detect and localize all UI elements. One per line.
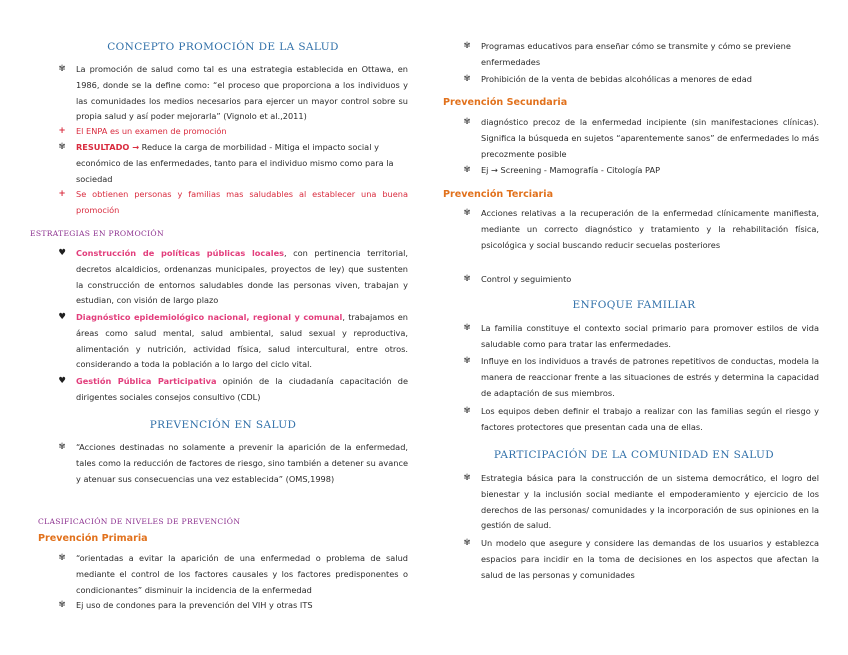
- secondary-text: diagnóstico precoz de la enfermedad incipiente (sin manifestaciones clínicas). Significa la búsqueda en sujetos “aparentemente sanos” de enfermedades lo más precozmente posible: [481, 117, 819, 159]
- strategy-text: Diagnóstico epidemiológico nacional, regional y comunal, trabajamos en áreas como salud mental, salud ambiental, salud sexual y reproductiva, alimentación y nutrición, actividad física, salud intercultural, entre otros. considerando a toda la población a lo largo del ciclo vital.: [76, 312, 408, 370]
- primary-title: Prevención Primaria: [38, 533, 148, 544]
- family-title: ENFOQUE FAMILIAR: [572, 299, 696, 311]
- flower-bullet-icon: ✾: [463, 538, 471, 548]
- primary-cont-text: Prohibición de la venta de bebidas alcohólicas a menores de edad: [481, 74, 752, 84]
- flower-bullet-icon: ✾: [463, 165, 471, 175]
- heart-bullet-icon: ♥: [58, 312, 66, 322]
- heart-bullet-icon: ♥: [58, 248, 66, 258]
- flower-bullet-icon: ✾: [463, 473, 471, 483]
- primary-cont-text: Programas educativos para enseñar cómo se transmite y cómo se previene enfermedades: [481, 41, 791, 67]
- concept-title: CONCEPTO PROMOCIÓN DE LA SALUD: [107, 41, 339, 53]
- flower-bullet-icon: ✾: [463, 208, 471, 218]
- prevention-text: “Acciones destinadas no solamente a prevenir la aparición de la enfermedad, tales como la reducción de factores de riesgo, sino también a detener su avance y atenuar sus consecuencias una vez establecida” (OMS,1998): [76, 442, 408, 484]
- flower-bullet-icon: ✾: [463, 356, 471, 366]
- flower-bullet-icon: ✾: [463, 74, 471, 84]
- family-text: La familia constituye el contexto social primario para promover estilos de vida saludable como para tratar las enfermedades.: [481, 323, 819, 349]
- flower-bullet-icon: ✾: [58, 600, 66, 610]
- primary-text: “orientadas a evitar la aparición de una enfermedad o problema de salud mediante el control de los factores causales y los factores predisponentes o condicionantes” disminuir la incidencia de la enfermedad: [76, 553, 408, 595]
- flower-bullet-icon: ✾: [463, 117, 471, 127]
- community-text: Estrategia básica para la construcción de un sistema democrático, el logro del bienestar y la inclusión social mediante el empoderamiento y ejercicio de los derechos de las personas/ comunidades y la incorporación de sus opiniones en la gestión de salud.: [481, 473, 819, 531]
- flower-bullet-icon: ✾: [58, 64, 66, 74]
- flower-bullet-icon: ✾: [463, 274, 471, 284]
- prevention-title: PREVENCIÓN EN SALUD: [149, 419, 297, 431]
- strategies-title: ESTRATEGIAS EN PROMOCIÓN: [30, 229, 164, 238]
- tertiary-text: Control y seguimiento: [481, 274, 572, 284]
- primary-text: Ej uso de condones para la prevención del VIH y otras ITS: [76, 600, 313, 610]
- concept-text: El ENPA es un examen de promoción: [76, 126, 227, 136]
- flower-bullet-icon: ✾: [463, 323, 471, 333]
- family-text: Los equipos deben definir el trabajo a realizar con las familias según el riesgo y factores protectores que presentan cada una de ellas.: [481, 406, 819, 432]
- plus-bullet-icon: +: [58, 126, 66, 136]
- strategy-lead: Gestión Pública Participativa: [76, 376, 217, 386]
- community-text: Un modelo que asegure y considere las demandas de los usuarios y establezca espacios para incidir en la toma de decisiones en los aspectos que afectan la salud de las personas y comunidades: [481, 538, 819, 580]
- flower-bullet-icon: ✾: [58, 442, 66, 452]
- flower-bullet-icon: ✾: [463, 41, 471, 51]
- plus-bullet-icon: +: [58, 189, 66, 199]
- tertiary-text: Acciones relativas a la recuperación de la enfermedad clínicamente manifiesta, mediante un correcto diagnóstico y tratamiento y la rehabilitación física, psicológica y social buscando reducir secuelas posteriores: [481, 208, 819, 250]
- levels-title: CLASIFICACIÓN DE NIVELES DE PREVENCIÓN: [38, 517, 241, 526]
- concept-text: Se obtienen personas y familias mas saludables al establecer una buena promoción: [76, 189, 408, 215]
- concept-text: La promoción de salud como tal es una estrategia establecida en Ottawa, en 1986, donde se la define como: “el proceso que proporciona a los individuos y las comunidades los medios necesarios para ejercer un mayor control sobre su propia salud y así poder mejorarla” (Vignolo et al.,2011): [76, 64, 408, 122]
- strategy-text: Construcción de políticas públicas locales, con pertinencia territorial, decretos alcaldicios, ordenanzas municipales, proyectos de ley) que sustenten la construcción de entornos saludables donde las personas viven, trabajan y estudian, con visión de largo plazo: [76, 248, 408, 306]
- strategy-text: Gestión Pública Participativa opinión de la ciudadanía capacitación de dirigentes sociales consejos consultivo (CDL): [76, 376, 408, 402]
- flower-bullet-icon: ✾: [463, 406, 471, 416]
- family-text: Influye en los individuos a través de patrones repetitivos de conductas, modela la manera de reaccionar frente a las situaciones de estrés y determina la capacidad de adaptación de sus miembros.: [481, 356, 819, 398]
- strategy-lead: Construcción de políticas públicas locales: [76, 248, 285, 258]
- flower-bullet-icon: ✾: [58, 142, 66, 152]
- secondary-text: Ej → Screening - Mamografía - Citología PAP: [481, 165, 661, 175]
- strategy-lead: Diagnóstico epidemiológico nacional, regional y comunal: [76, 312, 343, 322]
- community-title: PARTICIPACIÓN DE LA COMUNIDAD EN SALUD: [493, 449, 775, 461]
- flower-bullet-icon: ✾: [58, 553, 66, 563]
- concept-text: [76, 140, 408, 187]
- heart-bullet-icon: ♥: [58, 376, 66, 386]
- secondary-title: Prevención Secundaria: [443, 97, 568, 108]
- result-text: Reduce la carga de morbilidad - Mitiga el impacto social y económico de las enfermedades, tanto para el individuo mismo como para la sociedad: [76, 142, 394, 184]
- result-lead: RESULTADO →: [76, 142, 140, 152]
- tertiary-title: Prevención Terciaria: [443, 189, 554, 200]
